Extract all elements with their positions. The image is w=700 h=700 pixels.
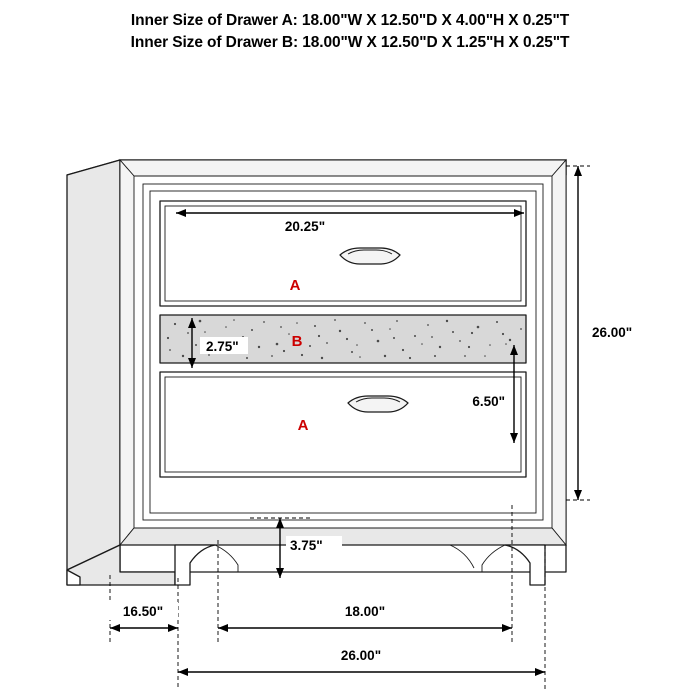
dimension-inner-width [218, 602, 512, 632]
frame-bevel-bottom [120, 528, 566, 545]
label-overall-width: 26.00" [340, 648, 382, 663]
cabinet-left-side-panel [67, 160, 120, 570]
label-drawer-b-height: 2.75" [206, 339, 239, 354]
label-side-depth: 16.50" [122, 604, 164, 619]
label-inner-width: 18.00" [344, 604, 386, 619]
label-drawer-b: B [291, 333, 303, 350]
spec-line-drawer-b: Inner Size of Drawer B: 18.00"W X 12.50"D X 1.25"H X 0.25"T [130, 34, 570, 52]
drawer-handle-top [340, 248, 400, 264]
label-drawer-a-top: A [289, 277, 301, 294]
label-lower-drawer-height: 6.50" [472, 394, 505, 409]
dimension-side-depth [108, 602, 178, 632]
frame-bevel-left [120, 160, 134, 545]
frame-bevel-right [552, 160, 566, 545]
label-drawer-a-bottom: A [297, 417, 309, 434]
spec-line-drawer-a: Inner Size of Drawer A: 18.00"W X 12.50"D X 4.00"H X 0.25"T [130, 12, 570, 29]
label-leg-height: 3.75" [290, 538, 323, 553]
label-overall-height: 26.00" [592, 325, 633, 340]
frame-bevel-top [120, 160, 566, 176]
drawer-handle-bottom [348, 396, 408, 412]
label-top-width: 20.25" [284, 219, 326, 234]
dimension-overall-width [178, 646, 545, 676]
dimension-overall-height [566, 166, 646, 500]
drawer-a-bottom-front [160, 372, 526, 477]
